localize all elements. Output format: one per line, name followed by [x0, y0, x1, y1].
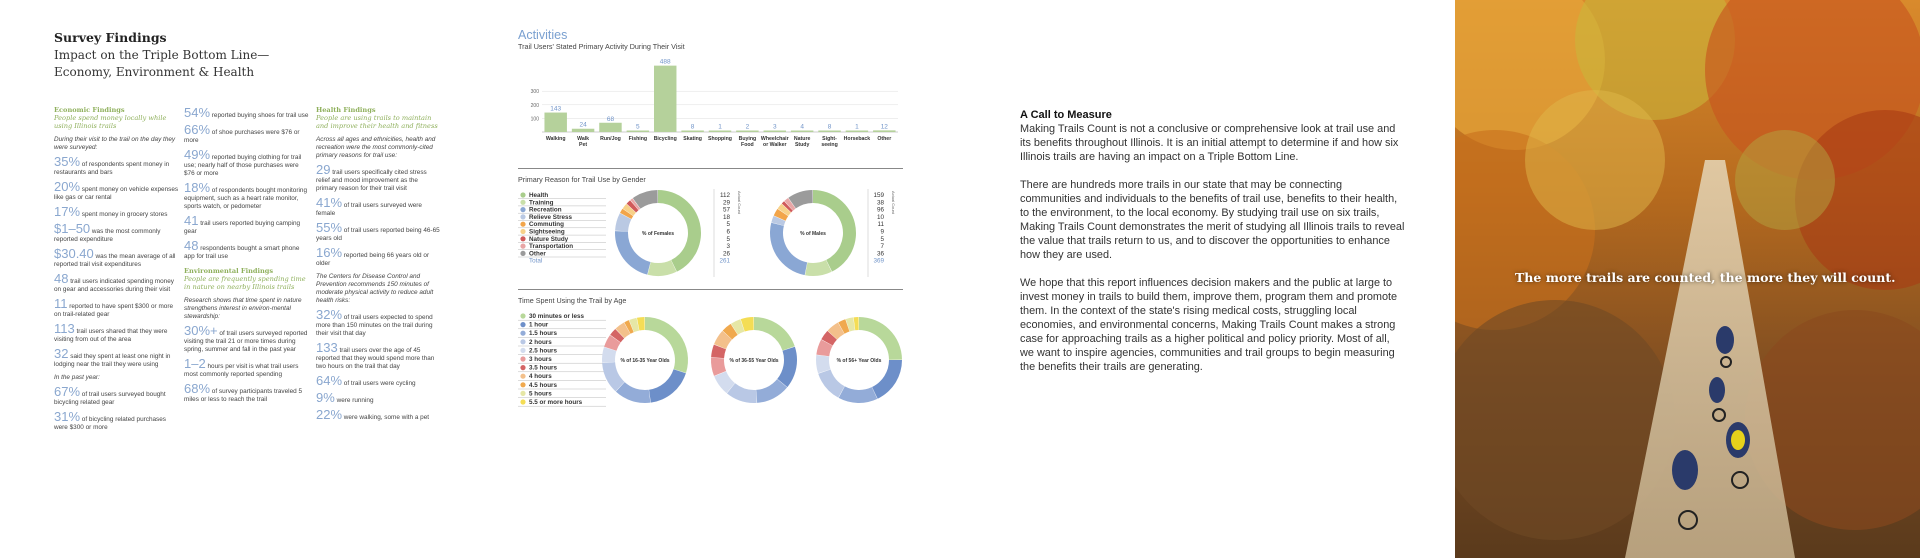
cdc-stats [316, 308, 441, 422]
donut-slice [615, 231, 650, 275]
gear-stats [184, 106, 309, 261]
stat-item [184, 181, 309, 211]
category-label [794, 136, 811, 148]
stat-value: 9% [316, 389, 335, 405]
stat-value: 32 [54, 345, 69, 361]
economic-intro: During their visit to the trail on the day they were surveyed: [54, 135, 176, 151]
bar [791, 131, 813, 133]
category-label-line: Shopping [708, 136, 732, 142]
stat-text: reported to have spent $300 or more on trail-related gear [54, 302, 174, 318]
stat-item [54, 385, 179, 407]
count-value: 7 [880, 243, 884, 251]
stat-item [184, 239, 309, 261]
stat-item [54, 205, 179, 219]
stat-item [316, 391, 441, 405]
paragraph-1: Making Trails Count is not a conclusive or comprehensive look at trail use and its benefits throughout Illinois. It is an initial attempt to determine if and how six Illinois trails are having an impact on a Triple Bottom Line. [1020, 123, 1399, 163]
page-subtitle [54, 47, 449, 81]
stat-text: were walking, some with a pet [342, 413, 430, 421]
count-value: 11 [877, 221, 884, 229]
stat-value: $1–50 [54, 220, 91, 236]
stat-text: trail users specifically cited stress relief and mood improvement as the primary reason for their trail visit [316, 168, 427, 192]
bar [873, 130, 895, 132]
legend-label: 4.5 hours [529, 381, 557, 389]
legend-swatch [520, 348, 525, 353]
y-tick-label: 300 [530, 89, 539, 96]
stat-text: of respondents spent money in restaurants and bars [54, 160, 170, 176]
health-heading: Health Findings [316, 106, 376, 114]
category-label [708, 136, 732, 142]
bar-value-label: 12 [880, 123, 888, 131]
stat-value: 64% [316, 372, 343, 388]
category-label-line: Walking [545, 136, 566, 142]
category-label-line: Other [877, 136, 892, 142]
category-label-line: Fishing [628, 136, 648, 142]
stat-value: 48 [184, 238, 199, 253]
donut-center-label: % of Females [642, 231, 674, 237]
legend-label: Nature Study [529, 235, 569, 243]
legend-swatch [520, 313, 525, 318]
count-value: 112 [719, 192, 730, 199]
economic-stats [54, 155, 179, 369]
paragraph-3: We hope that this report influences decision makers and the public at large to invest money in trails to build them, improve them, program them and promote them. In the context of the state's rising medical costs, struggling local economies, and environmental concerns, Making Trails Count makes a strong case for approaching trails as a higher political and policy priority. Most of all, we want to inspire agencies, communities and trail groups to begin measuring the benefits their trails are generating. [1020, 277, 1398, 373]
legend-swatch [520, 391, 525, 396]
legend-swatch [520, 251, 525, 256]
category-label [844, 136, 871, 142]
legend-label: 2 hours [529, 338, 552, 346]
stat-text: were running [334, 396, 374, 404]
stat-value: 20% [54, 178, 81, 194]
count-value: 159 [873, 192, 884, 199]
subtitle-line-1: Impact on the Triple Bottom Line— [54, 48, 270, 62]
stat-value: 11 [54, 295, 68, 311]
count-value: 96 [876, 206, 884, 214]
stat-text: respondents bought a smart phone app for trail use [184, 245, 300, 260]
stat-value: 16% [316, 244, 343, 260]
category-label-line: Food [741, 142, 754, 148]
bar [736, 131, 758, 133]
stat-text: trail users over the age of 45 reported that they would spend more than two hours on the trail that day [316, 346, 435, 370]
cdc-note: The Centers for Disease Control and Prevention recommends 150 minutes of moderate physical activity to reduce adult health risks: [316, 272, 434, 304]
stat-text: of survey participants traveled 5 miles or less to reach the trail [184, 387, 303, 403]
legend-swatch [520, 322, 525, 327]
legend-label: 30 minutes or less [529, 313, 584, 320]
count-value: 3 [726, 243, 730, 251]
category-label [629, 136, 647, 142]
legend-swatch [520, 192, 525, 197]
category-label [761, 136, 789, 148]
legend-swatch [520, 200, 525, 205]
legend-swatch [520, 382, 525, 387]
stat-value: 113 [54, 320, 75, 336]
category-label [877, 136, 891, 142]
stat-item [54, 410, 179, 432]
stat-item [54, 347, 179, 369]
actual-count-label: Actual Count [891, 191, 896, 214]
bar [846, 131, 868, 133]
stat-value: 68% [184, 380, 211, 396]
health-intro: Across all ages and ethnicities, health and recreation were the most commonly-cited primary reasons for trail use: [316, 135, 436, 159]
legend-label: Health [529, 192, 549, 199]
bar [818, 131, 840, 133]
environmental-stats [184, 324, 309, 404]
bar-value-label: 1 [855, 123, 859, 131]
stat-item [316, 163, 441, 193]
activities-section [518, 28, 903, 418]
donut-slice [754, 317, 795, 350]
stat-value: 17% [54, 203, 81, 219]
donut-slice [818, 370, 844, 398]
health-stats [316, 163, 441, 268]
stat-text: trail users reported buying camping gear [184, 220, 301, 235]
stat-item [316, 374, 441, 388]
environmental-intro: Research shows that time spent in nature strengthens interest in environ-mental stewardship: [184, 296, 302, 320]
count-value: 29 [722, 199, 730, 207]
bar [627, 131, 649, 133]
donut-slice [839, 386, 878, 403]
stat-item [316, 341, 441, 371]
count-total: 369 [873, 257, 884, 265]
age-chart-title: Time Spent Using the Trail by Age [518, 296, 627, 305]
call-to-measure-heading: A Call to Measure [1020, 109, 1112, 121]
stat-text: of shoe purchases were $76 or more [184, 129, 300, 144]
gender-donut-chart [518, 187, 903, 285]
stat-value: 18% [184, 180, 211, 195]
category-label-line: Buying [738, 136, 757, 142]
category-label [821, 136, 837, 148]
category-label-line: Horseback [843, 136, 871, 142]
stat-text: was the most commonly reported expenditure [54, 227, 161, 243]
donut-slice [648, 260, 677, 276]
stat-value: 35% [54, 153, 81, 169]
stat-text: reported buying shoes for trail use [210, 112, 309, 119]
donut-center-label: % of Males [800, 231, 826, 237]
legend-swatch [520, 356, 525, 361]
bar [599, 123, 621, 132]
donut-slice [859, 317, 902, 360]
count-value: 26 [722, 250, 730, 258]
stat-value: 32% [316, 306, 343, 322]
legend-swatch [520, 244, 525, 249]
stat-item [316, 221, 441, 243]
category-label [546, 136, 566, 142]
legend-swatch [520, 207, 525, 212]
stat-value: 67% [54, 383, 81, 399]
stat-value: 22% [316, 406, 343, 422]
stat-item [54, 322, 179, 344]
bar-value-label: 3 [772, 123, 777, 131]
stat-text: of trail users surveyed were female [316, 201, 422, 217]
bar-value-label: 5 [636, 123, 640, 131]
bar [681, 131, 703, 133]
stat-item [54, 247, 179, 269]
stat-text: reported being 66 years old or older [316, 251, 430, 267]
past-year-label: In the past year: [54, 373, 100, 381]
bar [544, 113, 566, 132]
stat-item [184, 214, 309, 236]
legend-swatch [520, 229, 525, 234]
stat-text: of bicycling related purchases were $300 or more [54, 415, 166, 431]
donut-slice [777, 347, 797, 387]
legend-swatch [520, 331, 525, 336]
bar-value-label: 1 [718, 123, 722, 131]
y-tick-label: 200 [530, 102, 539, 109]
category-label-line: Run/Jog [600, 136, 621, 142]
gender-chart-title: Primary Reason for Trail Use by Gender [518, 175, 646, 184]
bar [572, 129, 594, 132]
category-label-line: Nature [793, 136, 811, 142]
stat-value: 55% [316, 219, 343, 235]
count-value: 36 [876, 250, 884, 258]
bar [709, 131, 731, 133]
stat-value: $30.40 [54, 245, 94, 261]
stat-item [316, 308, 441, 338]
activity-bar-chart [518, 54, 903, 164]
category-label-line: Wheelchair [760, 136, 789, 142]
bar-value-label: 488 [659, 58, 671, 66]
category-label [600, 136, 621, 142]
stat-item [184, 357, 309, 379]
bar-value-label: 24 [579, 121, 587, 129]
bar-value-label: 68 [606, 115, 615, 123]
legend-label: 1 hour [529, 321, 549, 329]
count-value: 57 [722, 206, 730, 214]
legend-label: Training [529, 199, 554, 207]
photo-caption: The more trails are counted, the more they will count. [1515, 270, 1896, 285]
legend-label: 4 hours [529, 373, 552, 381]
survey-findings-section [54, 30, 449, 81]
trail-photo [1455, 0, 1920, 558]
stat-value: 29 [316, 161, 331, 177]
stat-value: 133 [316, 339, 338, 355]
count-total: 261 [719, 257, 730, 265]
stat-item [54, 155, 179, 177]
legend-swatch [520, 399, 525, 404]
paragraph-2: There are hundreds more trails in our state that may be connecting communities and individuals to the benefits of trail use, benefits to their health, to the environment, to the local economy. By studying trail use on six trails, Making Trails Count demonstrates the merit of studying all Illinois trails to reveal the value that trails return to us, and to discover the opportunities to enhance how they are used. [1020, 179, 1405, 261]
bar-value-label: 8 [827, 123, 832, 131]
stat-item [54, 297, 179, 319]
bar-value-label: 2 [745, 123, 750, 131]
stat-value: 66% [184, 122, 211, 137]
legend-swatch [520, 236, 525, 241]
category-label-line: Walk [577, 136, 590, 142]
environmental-subheading: People are frequently spending time in nature on nearby Illinois trails [184, 275, 306, 292]
count-value: 6 [726, 228, 730, 236]
count-value: 9 [880, 228, 884, 236]
stat-text: of respondents bought monitoring equipment, such as a heart rate monitor, sports watch, or pedometer [184, 187, 308, 210]
stat-value: 41% [316, 194, 343, 210]
count-value: 5 [726, 235, 730, 243]
call-to-measure-section [1020, 108, 1405, 388]
health-subheading: People are using trails to maintain and improve their health and fitness [316, 114, 438, 131]
legend-label: Commuting [529, 221, 564, 229]
stat-value: 31% [54, 408, 81, 424]
legend-label: 5.5 or more hours [529, 399, 583, 406]
stat-text: spent money in grocery stores [80, 210, 168, 218]
legend-swatch [520, 374, 525, 379]
bar-value-label: 8 [690, 123, 695, 131]
count-value: 38 [876, 199, 884, 207]
subtitle-line-2: Economy, Environment & Health [54, 65, 255, 79]
legend-label: Other [529, 250, 546, 258]
stat-item [184, 148, 309, 178]
stat-item [316, 196, 441, 218]
stat-value: 54% [184, 105, 211, 120]
stat-item [316, 246, 441, 268]
count-value: 18 [722, 213, 730, 221]
count-value: 5 [880, 235, 884, 243]
bar-value-label: 4 [800, 123, 804, 131]
legend-swatch [520, 214, 525, 219]
stat-item [184, 382, 309, 404]
stat-text: said they spent at least one night in lodging near the trail they were using [54, 352, 171, 368]
stat-item [184, 106, 309, 120]
legend-swatch [520, 222, 525, 227]
total-label: Total [529, 257, 543, 265]
stat-text: trail users indicated spending money on gear and accessories during their visit [54, 277, 174, 293]
legend-label: Recreation [529, 206, 562, 214]
stat-item [54, 272, 179, 294]
donut-slice [872, 360, 902, 399]
category-label-line: Sight- [822, 136, 837, 142]
economic-stats-past-year [54, 385, 179, 432]
legend-label: Transportation [529, 243, 574, 251]
legend-label: 5 hours [529, 390, 552, 398]
stat-value: 1–2 [184, 355, 206, 371]
stat-item [316, 408, 441, 422]
stat-value: 30%+ [184, 322, 218, 338]
bar [654, 66, 676, 132]
stat-text: reported buying clothing for trail use; nearly half of those purchases were $76 or more [184, 154, 302, 177]
legend-swatch [520, 365, 525, 370]
category-label [683, 136, 702, 142]
category-label-line: Skating [683, 136, 702, 142]
actual-count-label: Actual Count [737, 191, 742, 214]
donut-slice [649, 369, 686, 402]
stat-text: of trail users surveyed bought bicycling related gear [54, 390, 166, 406]
stat-value: 41 [184, 213, 199, 228]
legend-label: Sightseeing [529, 228, 565, 236]
category-label [577, 136, 589, 148]
category-label [739, 136, 757, 148]
count-value: 10 [876, 213, 884, 221]
stat-text: trail users shared that they were visiting from out of the area [54, 327, 168, 343]
stat-item [54, 222, 179, 244]
stat-text: was the mean average of all reported trail visit expenditures [54, 252, 176, 268]
donut-center-label: % of 36-55 Year Olds [729, 358, 779, 364]
economic-subheading: People spend money locally while using Illinois trails [54, 114, 167, 131]
donut-center-label: % of 56+ Year Olds [836, 358, 882, 364]
category-label [654, 136, 677, 142]
stat-item [54, 180, 179, 202]
bar [764, 131, 786, 133]
stat-item [184, 123, 309, 145]
legend-label: 1.5 hours [529, 330, 557, 338]
stat-value: 48 [54, 270, 69, 286]
legend-label: 3 hours [529, 356, 552, 363]
donut-slice [645, 317, 688, 373]
bar-value-label: 143 [550, 105, 562, 113]
category-label-line: Study [794, 142, 810, 148]
page-title: Survey Findings [54, 30, 167, 45]
legend-label: 2.5 hours [529, 347, 557, 355]
y-tick-label: 100 [530, 116, 539, 123]
legend-label: 3.5 hours [529, 364, 557, 372]
findings-column-2 [184, 106, 309, 407]
stat-value: 49% [184, 147, 211, 162]
category-label-line: Pet [579, 142, 588, 148]
stat-text: of trail users reported being 46-65 years old [316, 226, 440, 242]
stat-text: of trail users expected to spend more than 150 minutes on the trail during their visit that day [316, 313, 433, 337]
bar-chart-title: Trail Users' Stated Primary Activity During Their Visit [518, 42, 685, 51]
environmental-heading: Environmental Findings [184, 267, 274, 275]
activities-title: Activities [518, 28, 568, 42]
stat-text: spent money on vehicle expenses like gas or car rental [54, 185, 179, 201]
age-donut-chart [518, 308, 903, 418]
category-label-line: or Walker [763, 142, 787, 148]
category-label-line: seeing [821, 142, 838, 148]
donut-center-label: % of 16-35 Year Olds [620, 358, 670, 364]
category-label-line: Bicycling [653, 136, 677, 142]
stat-item [184, 324, 309, 354]
stat-text: hours per visit is what trail users most commonly reported spending [184, 362, 299, 378]
stat-text: of trail users were cycling [342, 379, 416, 387]
legend-label: Relieve Stress [529, 213, 573, 221]
health-findings-column [316, 106, 441, 425]
legend-swatch [520, 339, 525, 344]
economic-findings-column [54, 106, 179, 435]
count-value: 5 [726, 221, 730, 229]
stat-text: of trail users surveyed reported visiting the trail 21 or more times during spring, summer and fall in the past year [184, 329, 308, 353]
economic-heading: Economic Findings [54, 106, 125, 114]
